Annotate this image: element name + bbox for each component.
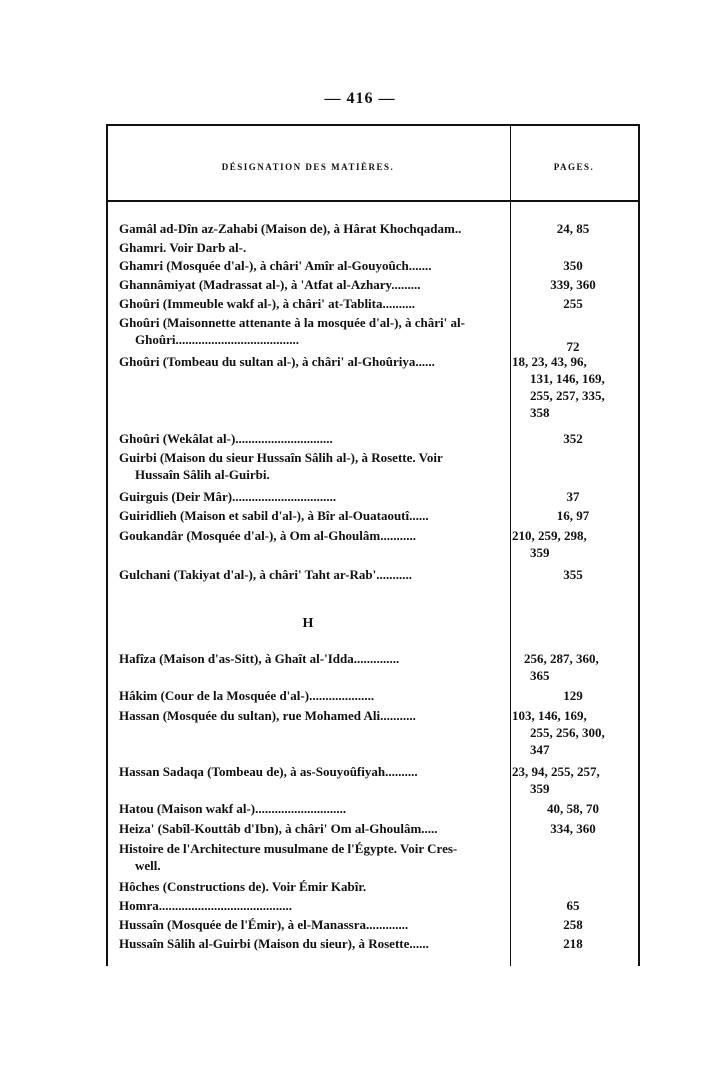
entry-text: Ghoûri (Immeuble wakf al-), à châri' at-Tablita.......... — [119, 296, 415, 311]
entry-text: Hafîza (Maison d'as-Sitt), à Ghaît al-'Idda.............. — [119, 651, 400, 666]
entry-text: Histoire de l'Architecture musulmane de l'Égypte. Voir Cres- — [119, 841, 458, 856]
entry-text: Homra......................................... — [119, 898, 292, 913]
entry-pages: 103, 146, 169, — [512, 708, 587, 723]
entry-pages-continued: 255, 257, 335, — [530, 388, 605, 403]
entry-text: Guirbi (Maison du sieur Hussaîn Sâlih al-), à Rosette. Voir — [119, 450, 443, 465]
entry-text: Hatou (Maison wakf al-)............................ — [119, 801, 347, 816]
header-rule — [107, 200, 638, 202]
entry-pages-continued: 347 — [530, 742, 550, 757]
entry-pages: 218 — [563, 936, 583, 951]
entry-pages: 334, 360 — [550, 821, 596, 836]
entry-pages-continued: 359 — [530, 781, 550, 796]
entry-text: Ghamri (Mosquée d'al-), à châri' Amîr al-Gouyoûch....... — [119, 258, 432, 273]
entry-pages: 255 — [563, 296, 583, 311]
entry-text: Ghoûri (Wekâlat al-).............................. — [119, 431, 333, 446]
entry-pages: 129 — [563, 688, 583, 703]
entry-text: Gulchani (Takiyat d'al-), à châri' Taht ar-Rab'........... — [119, 567, 413, 582]
entry-text: Guiridlieh (Maison et sabil d'al-), à Bîr al-Ouataoutî...... — [119, 508, 429, 523]
entry-pages: 350 — [563, 258, 583, 273]
entry-text: Hôches (Constructions de). Voir Émir Kabîr. — [119, 879, 367, 894]
table-header — [106, 126, 638, 200]
entry-pages: 24, 85 — [556, 221, 590, 236]
section-letter: H — [302, 616, 314, 631]
entry-text: Heiza' (Sabîl-Kouttâb d'Ibn), à châri' Om al-Ghoulâm..... — [119, 821, 438, 836]
page-number: — 416 — — [324, 90, 396, 107]
entry-text-continued: well. — [135, 858, 161, 873]
entry-text: Gamâl ad-Dîn az-Zahabi (Maison de), à Hârat Khochqadam.. — [119, 221, 462, 236]
entry-text: Ghoûri (Tombeau du sultan al-), à châri' al-Ghoûriya...... — [119, 354, 435, 369]
entry-pages: 256, 287, 360, — [524, 651, 599, 666]
entry-text: Guirguis (Deir Mâr)................................ — [119, 489, 337, 504]
entry-pages: 65 — [566, 898, 580, 913]
entry-pages: 355 — [563, 567, 583, 582]
entry-text: Hussaîn Sâlih al-Guirbi (Maison du sieur), à Rosette...... — [119, 936, 429, 951]
entry-text: Goukandâr (Mosquée d'al-), à Om al-Ghoulâm........... — [119, 528, 416, 543]
entry-pages: 16, 97 — [556, 508, 590, 523]
entry-pages: 37 — [566, 489, 580, 504]
entry-text-continued: Ghoûri...................................... — [135, 332, 299, 347]
entry-pages-continued: 131, 146, 169, — [530, 371, 605, 386]
entry-pages: 72 — [566, 339, 580, 354]
pages-header: PAGES. — [553, 162, 595, 172]
entry-pages: 40, 58, 70 — [547, 801, 599, 816]
entry-text: Hâkim (Cour de la Mosquée d'al-).................... — [119, 688, 375, 703]
entry-text: Ghoûri (Maisonnette attenante à la mosquée d'al-), à châri' al- — [119, 315, 465, 330]
entry-text: Ghamri. Voir Darb al-. — [119, 240, 247, 255]
entry-text-continued: Hussaîn Sâlih al-Guirbi. — [135, 467, 270, 482]
entry-text: Hassan Sadaqa (Tombeau de), à as-Souyoûfiyah.......... — [119, 764, 418, 779]
designation-header: DÉSIGNATION DES MATIÈRES. — [221, 162, 395, 172]
entry-pages-continued: 359 — [530, 545, 550, 560]
entry-pages: 210, 259, 298, — [512, 528, 587, 543]
entry-pages-continued: 365 — [530, 668, 550, 683]
entry-pages: 18, 23, 43, 96, — [512, 354, 587, 369]
entry-pages: 258 — [563, 917, 583, 932]
column-divider — [510, 124, 511, 966]
entry-pages: 352 — [563, 431, 583, 446]
entry-text: Hussaîn (Mosquée de l'Émir), à el-Manassra............. — [119, 917, 409, 932]
entry-pages-continued: 255, 256, 300, — [530, 725, 605, 740]
entry-text: Ghannâmiyat (Madrassat al-), à 'Atfat al-Azhary......... — [119, 277, 421, 292]
entry-pages: 339, 360 — [550, 277, 596, 292]
entry-text: Hassan (Mosquée du sultan), rue Mohamed Ali........... — [119, 708, 416, 723]
entry-pages: 23, 94, 255, 257, — [512, 764, 600, 779]
entry-pages-continued: 358 — [530, 405, 550, 420]
